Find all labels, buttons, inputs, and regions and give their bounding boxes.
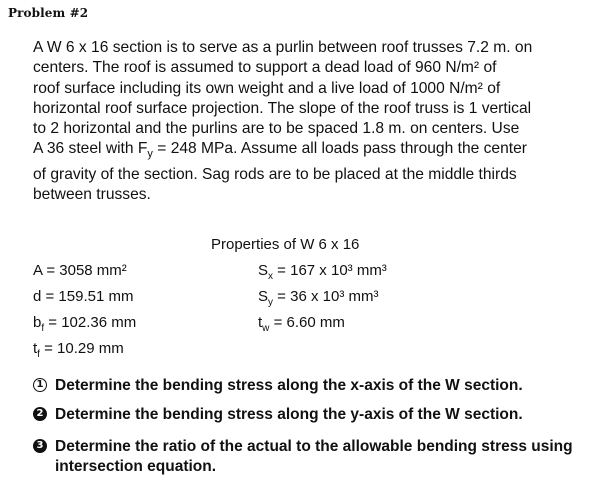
statement-line: horizontal roof surface projection. The slope of the roof truss is 1 vertical [33,99,532,117]
statement-line-fy [33,139,553,164]
question-item [33,405,578,425]
question-item [33,376,578,396]
tw-symbol: t [258,314,263,331]
statement-line: A W 6 x 16 section is to serve as a purlin between roof trusses 7.2 m. on [33,39,533,56]
question-text: Determine the bending stress along the y-axis of the W section. [55,406,523,423]
property-section-modulus-x [258,262,387,282]
tf-value: = 10.29 mm [39,340,124,357]
tw-subscript: w [262,323,270,334]
question-item [33,437,578,477]
statement-line: to 2 horizontal and the purlins are to be spaced 1.8 m. on centers. Use [33,120,520,138]
property-section-modulus-y [258,288,378,308]
question-text: Determine the ratio of the actual to the allowable bending stress using intersection equation. [55,438,573,475]
sy-symbol: S [258,288,269,305]
statement-line: of gravity of the section. Sag rods are to be placed at the middle thirds [33,165,517,183]
statement-line: roof surface including its own weight and a live load of 1000 N/m² of [33,79,501,97]
property-flange-thickness [33,340,124,360]
problem-label: Problem #2 [8,6,89,20]
bf-value: = 102.36 mm [44,314,137,331]
property-flange-width [33,314,136,334]
question-list [33,376,578,477]
properties-title: Properties of W 6 x 16 [211,236,360,253]
circled-number-icon: 2 [33,407,47,421]
bf-subscript: f [41,323,45,334]
tf-subscript: f [37,349,40,360]
fy-subscript: y [147,148,153,161]
tf-symbol: t [33,340,38,357]
property-web-thickness [258,314,345,334]
sx-subscript: x [268,271,274,282]
fy-after: = 248 MPa. Assume all loads pass through the center [152,140,527,158]
statement-line: centers. The roof is assumed to support a dead load of 960 N/m² of [33,59,497,77]
fy-before: A 36 steel with F [33,140,148,158]
circled-number-icon: 1 [33,378,47,392]
problem-statement [33,38,553,205]
sy-subscript: y [268,297,274,308]
sy-value: = 36 x 10³ mm³ [273,288,379,305]
sx-value: = 167 x 10³ mm³ [273,262,387,279]
property-area: A = 3058 mm² [33,262,127,279]
question-text: Determine the bending stress along the x-axis of the W section. [55,377,523,394]
sx-symbol: S [258,262,269,279]
bf-symbol: b [33,314,42,331]
tw-value: = 6.60 mm [269,314,345,331]
property-depth: d = 159.51 mm [33,288,134,305]
circled-number-icon: 3 [33,439,47,453]
statement-line: between trusses. [33,186,151,204]
